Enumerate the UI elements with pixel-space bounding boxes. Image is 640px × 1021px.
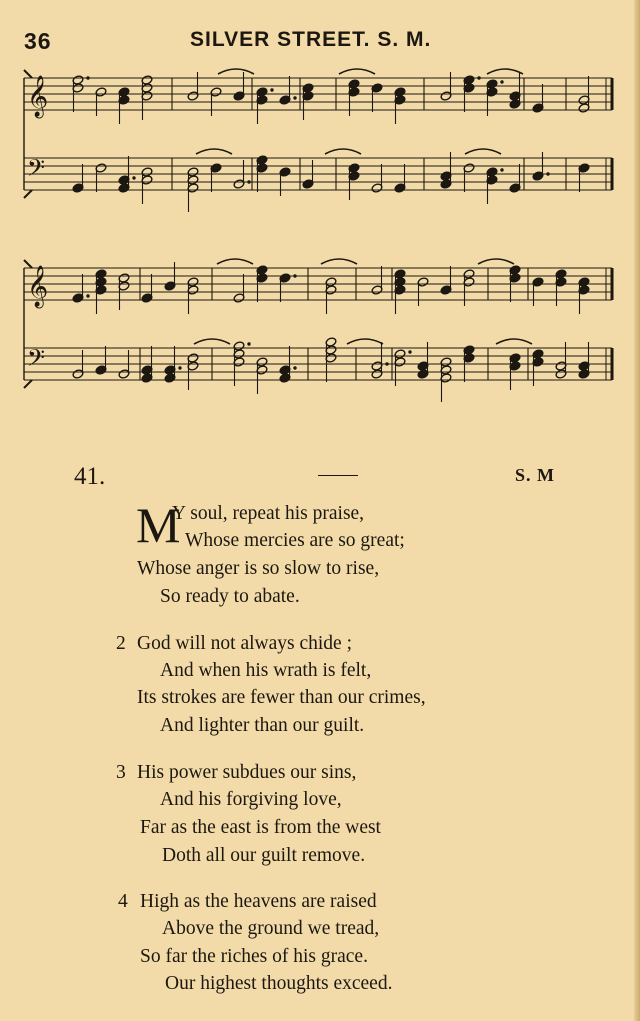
slur bbox=[194, 339, 230, 344]
note-dot bbox=[86, 294, 89, 297]
slur bbox=[217, 259, 253, 264]
verse-line: Its strokes are fewer than our crimes, bbox=[137, 687, 426, 708]
note-dot bbox=[477, 76, 480, 79]
note-dot bbox=[247, 180, 250, 183]
slur bbox=[347, 339, 383, 344]
slur bbox=[196, 149, 232, 154]
note-dot bbox=[178, 366, 181, 369]
bass-clef: 𝄢 bbox=[27, 344, 46, 377]
note-dot bbox=[293, 274, 296, 277]
verse-line: Y soul, repeat his praise, bbox=[172, 503, 365, 524]
note-dot bbox=[86, 76, 89, 79]
hymn-separator bbox=[318, 475, 358, 476]
slur bbox=[478, 259, 514, 264]
stanza-number: 2 bbox=[116, 633, 126, 654]
drop-cap: M bbox=[136, 497, 181, 553]
slur bbox=[487, 69, 523, 74]
note-dot bbox=[500, 168, 503, 171]
note-dot bbox=[500, 80, 503, 83]
treble-clef: 𝄞 bbox=[27, 266, 49, 307]
note-dot bbox=[546, 172, 549, 175]
treble-clef: 𝄞 bbox=[27, 76, 49, 117]
verse-line: God will not always chide ; bbox=[137, 633, 353, 654]
hymn-meter: S. M bbox=[515, 465, 555, 485]
note-dot bbox=[293, 96, 296, 99]
slur bbox=[321, 259, 357, 264]
slur bbox=[465, 149, 501, 154]
note-dot bbox=[247, 342, 250, 345]
verse-line: Doth all our guilt remove. bbox=[162, 845, 366, 866]
verse-line: And when his wrath is felt, bbox=[160, 660, 372, 681]
bracket-hook bbox=[24, 380, 32, 388]
stanza-number: 4 bbox=[118, 891, 128, 912]
slur bbox=[339, 69, 375, 74]
verse-line: High as the heavens are raised bbox=[140, 891, 377, 912]
tune-meter: S. M. bbox=[377, 28, 432, 51]
verse-line: And lighter than our guilt. bbox=[160, 715, 365, 736]
note-dot bbox=[270, 88, 273, 91]
note-dot bbox=[293, 366, 296, 369]
tune-title bbox=[190, 28, 431, 52]
verse-line: So ready to abate. bbox=[160, 586, 300, 607]
bracket-hook bbox=[24, 190, 32, 198]
verse-line: Above the ground we tread, bbox=[162, 918, 380, 939]
verse-line: So far the riches of his grace. bbox=[140, 946, 368, 967]
music-system-2 bbox=[0, 256, 640, 426]
verse-line: Whose anger is so slow to rise, bbox=[137, 558, 380, 579]
bass-clef: 𝄢 bbox=[27, 154, 46, 187]
music-system-1 bbox=[0, 66, 640, 236]
verse-line: And his forgiving love, bbox=[160, 789, 342, 810]
tune-name: SILVER STREET. bbox=[190, 28, 371, 51]
slur bbox=[496, 339, 532, 344]
stanza-number: 3 bbox=[116, 762, 126, 783]
note-dot bbox=[408, 350, 411, 353]
page-number: 36 bbox=[24, 28, 52, 54]
verse-line: Far as the east is from the west bbox=[140, 817, 381, 838]
note-dot bbox=[132, 176, 135, 179]
slur bbox=[218, 69, 254, 74]
verse-line: Our highest thoughts exceed. bbox=[165, 973, 393, 994]
note-dot bbox=[385, 362, 388, 365]
verse-line: His power subdues our sins, bbox=[137, 762, 357, 783]
verse-line: Whose mercies are so great; bbox=[185, 530, 405, 551]
hymn-number: 41. bbox=[74, 463, 106, 490]
slur bbox=[325, 149, 361, 154]
